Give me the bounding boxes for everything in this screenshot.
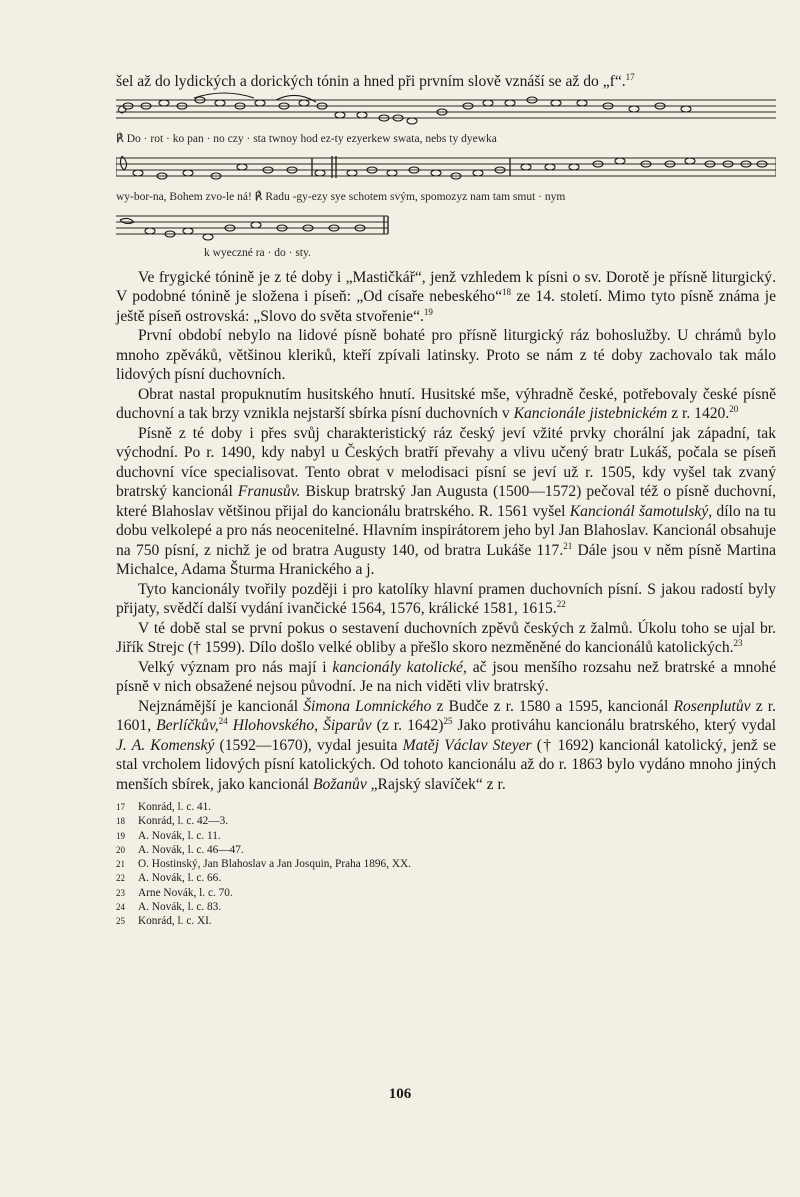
music-staff-1 bbox=[116, 92, 776, 130]
music-staff-3 bbox=[116, 210, 776, 244]
footnote: 23 Arne Novák, l. c. 70. bbox=[116, 886, 233, 899]
music-staff-2 bbox=[116, 152, 776, 188]
footnote: 17 Konrád, l. c. 41. bbox=[116, 801, 212, 813]
page-number: 106 bbox=[388, 1086, 412, 1102]
footnotes bbox=[116, 800, 776, 929]
paragraph-pisne: Písně z té doby i přes svůj charakteristický ráz český jeví vžité prvky chorální jak západní, tak východní. Po r. 1490, kdy nabyl u Českých bratří převahy a vlivu učený bratr Lukáš, počala se píseň duchovní více specialisovat. Tento obrat v melodisaci písní se jeví už r. 1505, kdy vyšel tak zvaný bratrský kancionál Franusův. Biskup bratrský Jan Augusta (1500—1572) pečoval též o písně duchovní, které Blahoslav většinou přijal do kancionálu bratrského. R. 1561 vyšel Kancionál šamotulský, dílo na tu dobu velkolepé a pro nás neocenitelné. Hlavním inspirátorem jeho byl Jan Blahoslav. Kancionál obsahuje na 750 písní, z nichž je od bratra Augusty 140, od bratra Lukáše 117.21 Dále jsou v něm písně Martina Michalce, Adama Šturma Hranického a j. bbox=[116, 424, 776, 578]
paragraph-nejznamejsi: Nejznámější je kancionál Šimona Lomnického z Budče z r. 1580 a 1595, kancionál Rosenplutův z r. 1601, Berlíčkův,$^{24}$ Hlohovského, Šiparův (z r. 1642)$^{25}$ Jako protiváhu kancionálu bratrského, který vydal J. A. Komenský (1592—1670), vydal jesuita Matěj Václav Steyer († 1692) kancionál katolický, jenž se stal vrcholem lidových písní katolických. Od tohoto kancionálu až do r. 1863 bylo vydáno mnoho jiných menších sbírek, jako kancionál Božanův „Rajský slavíček“ z r. bbox=[116, 697, 777, 793]
footnote: 19 A. Novák, l. c. 11. bbox=[116, 829, 221, 842]
footnote: 25 Konrád, l. c. XI. bbox=[116, 915, 212, 928]
footnote: 22 A. Novák, l. c. 66. bbox=[116, 872, 222, 885]
page-body bbox=[116, 72, 776, 929]
paragraph-katolicke: Velký význam pro nás mají i kancionály katolické, ač jsou menšího rozsahu než bratrské a mnohé písně v nich obsažené nejsou původní. Je na nich viděti vliv bratrský. bbox=[116, 658, 776, 695]
footnote: 24 A. Novák, l. c. 83. bbox=[116, 901, 222, 914]
paragraph-tyto-kancionaly: Tyto kancionály tvořily později i pro katolíky hlavní pramen duchovních písní. S jakou radostí byly přijaty, svědčí další vydání ivančické 1564, 1576, králické 1581, 1615.22 bbox=[116, 580, 776, 617]
paragraph-prvni-obdobi: První období nebylo na lidové písně bohaté pro přísně liturgický ráz bohoslužby. U chrámů bylo mnoho zpěváků, většinou kleriků, kteří zpívali latinsky. Proto se nám z té doby zachovalo tak málo lidových písní duchovních. bbox=[116, 327, 776, 383]
music-lyric-2: wy-bor-na, Bohem zvo-le ná! ℟ Radu -gy-ezy sye schotem svým, spomozyz nam tam smut · nym bbox=[116, 190, 566, 203]
music-lyric-1: ℟ Do · rot · ko pan · no czy · sta twnoy hod ez-ty ezyerkew swata, nebs ty dyewka bbox=[116, 132, 497, 145]
paragraph-zalmy: V té době stal se první pokus o sestavení duchovních zpěvů českých z žalmů. Úkolu toho se ujal br. Jiřík Strejc († 1599). Dílo došlo velké obliby a přešlo skoro nezměněné do kancionálů katolických.$^{23}$ bbox=[116, 619, 776, 656]
paragraph-frygicka: Ve frygické tónině je z té doby i „Mastičkář“, jenž vzhledem k písni o sv. Dorotě je přísně liturgický. V podobné tónině je složena i píseň: „Od císaře nebeského“$^{18}$ ze 14. století. Mimo tyto písně známa je ještě píseň ostrovská: „Slovo do světa stvořenie“.$^{19}$ bbox=[116, 268, 776, 325]
paragraph-obrat: Obrat nastal propuknutím husitského hnutí. Husitské mše, výhradně české, potřebovaly české písně duchovní a tak brzy vznikla nejstarší sbírka písní duchovních v Kancionále jistebnickém z r. 1420.20 bbox=[116, 385, 776, 422]
footnote: 20 A. Novák, l. c. 46—47. bbox=[116, 843, 244, 856]
footnote: 21 O. Hostinský, Jan Blahoslav a Jan Josquin, Praha 1896, XX. bbox=[116, 858, 411, 871]
intro-paragraph: šel až do lydických a dorických tónin a hned při prvním slově vznáší se až do „f“.$^{17}$ bbox=[116, 71, 635, 90]
footnote: 18 Konrád, l. c. 42—3. bbox=[116, 815, 229, 828]
music-lyric-3: k wyeczné ra · do · sty. bbox=[204, 246, 311, 259]
